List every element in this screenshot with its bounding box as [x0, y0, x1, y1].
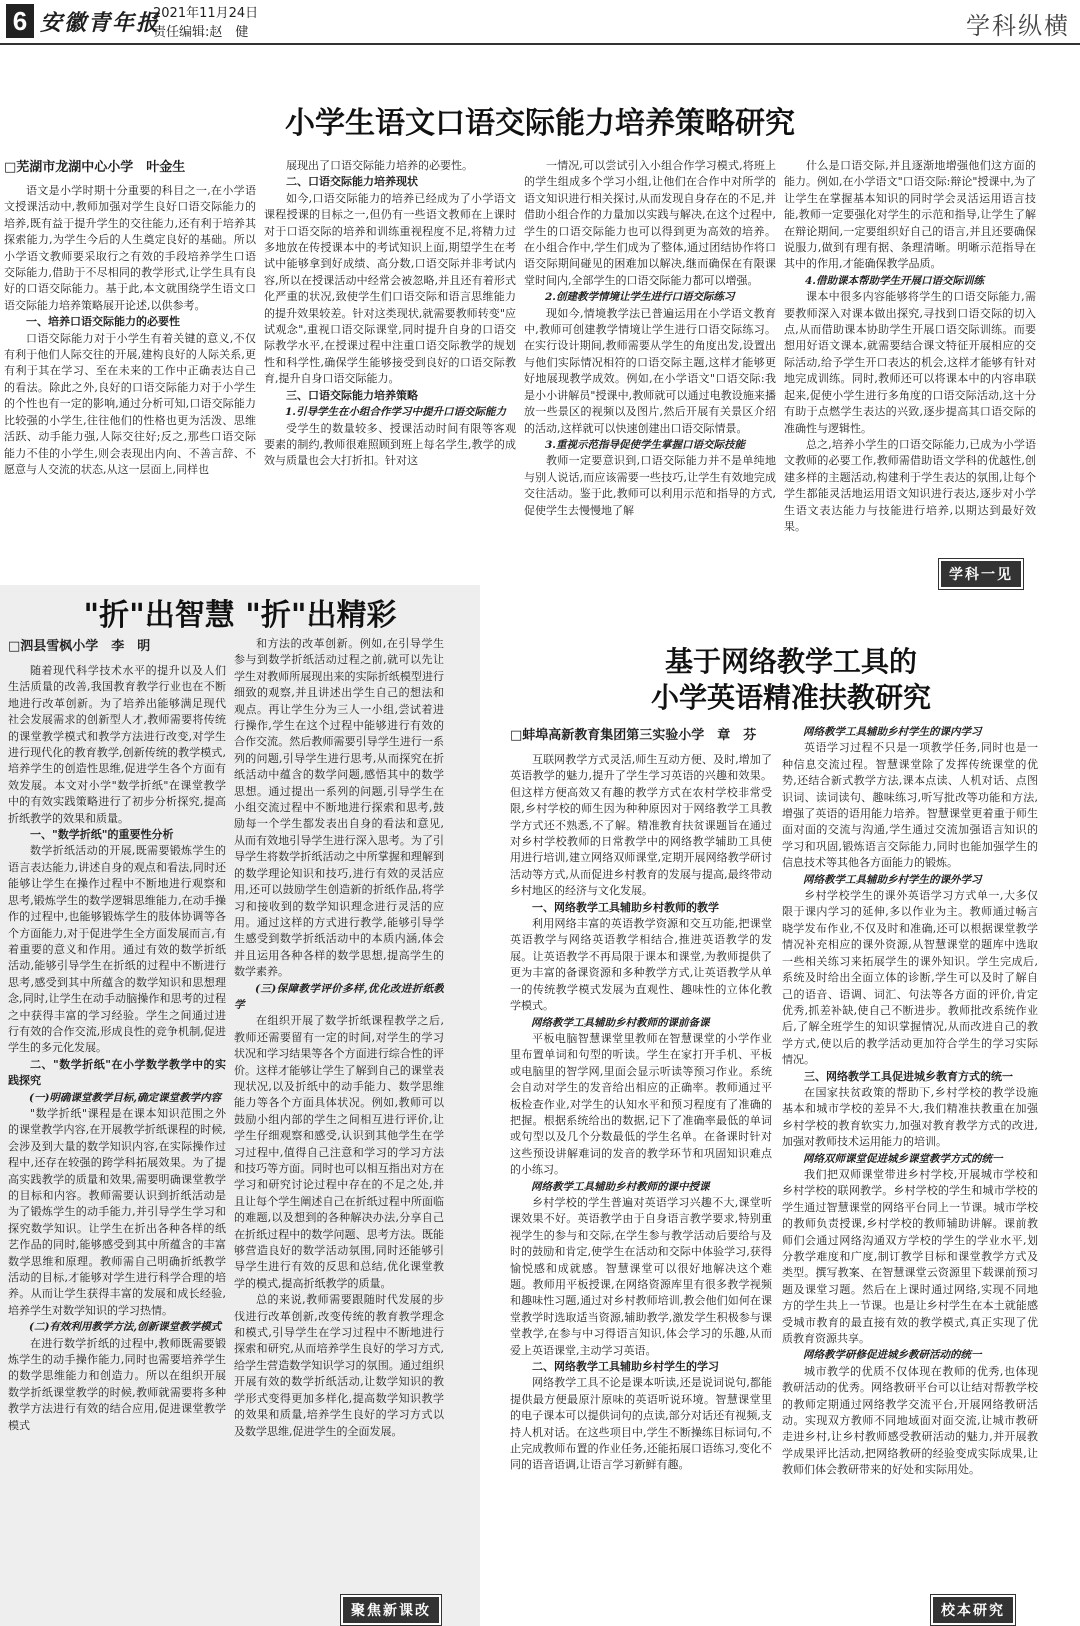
article1-column-4 [784, 158, 1036, 588]
issue-date: 2021年11月24日 [153, 6, 259, 21]
paragraph: 随着现代科学技术水平的提升以及人们生活质量的改善,我国教育教学行业也在不断地进行改革创新。为了培养出能够满足现代社会发展需求的创新型人才,教师需要将传统的课堂教学模式和教学方法进行改变,对学生进行现代化的教育教学,创新传统的教学模式,培养学生的创造性思维,促进学生各个方面有效发展。本文对小学"数学折纸"在课堂教学中的有效实践策略进行了初步分析探究,提高折纸教学的效果和质量。 [8, 664, 226, 825]
paragraph: 什么是口语交际,并且逐渐地增强他们这方面的能力。例如,在小学语文"口语交际:辩论"授课中,为了让学生在掌握基本知识的同时学会灵活运用语言技能,教师一定要强化对学生的示范和指导,让学生了解在辩论期间,一定要组织好自己的语言,并且还要确保说服力,做到有理有据、条理清晰。明晰示范指导在其中的作用,才能确保教学品质。 [784, 159, 1036, 271]
header-rule [0, 43, 1080, 45]
paragraph: 教师一定要意识到,口语交际能力并不是单纯地与别人说话,而应该需要一些技巧,让学生有效地完成交往活动。鉴于此,教师可以利用示范和指导的方式,促使学生去慢慢地了解 [524, 454, 776, 517]
article3-title-line-1: 基于网络教学工具的 [664, 645, 917, 678]
article3-column-tag [930, 1594, 1016, 1626]
paragraph: 在进行数学折纸的过程中,教师既需要锻炼学生的动手操作能力,同时也需要培养学生的数学思维能力和创造力。所以在组织开展数学折纸课堂教学的时候,教师就需要将多种教学方法进行有效的结合应用,促进课堂教学模式 [8, 1336, 226, 1432]
article2-column-1 [8, 663, 226, 1623]
subheading: 网络双师课堂促进城乡课堂教学方式的统一 [803, 1152, 1003, 1165]
article3-title-line-2: 小学英语精准扶教研究 [650, 681, 931, 714]
article1-title: 小学生语文口语交际能力培养策略研究 [285, 106, 795, 141]
article2-column-tag [340, 1594, 442, 1626]
subheading: 1.引导学生在小组合作学习中提升口语交际能力 [285, 406, 506, 419]
section-name: 学科纵横 [966, 12, 1070, 40]
subheading: 一、网络教学工具辅助乡村教师的教学 [532, 900, 719, 914]
paragraph: 互联网教学方式灵活,师生互动方便、及时,增加了英语教学的魅力,提升了学生学习英语的兴趣和效果。但这样方便高效又有趣的教学方式在农村学校非常受限,乡村学校的师生因为种种原因对于网络教学工具教学方式还不熟悉,不了解。精准教育扶贫课题旨在通过对乡村学校教师的日常教学中的网络教学辅助工具使用进行培训,建立网络双师课堂,定期开展网络教学研讨活动等方式,从而促进乡村教育的发展与提高,最终带动乡村地区的经济与文化发展。 [510, 753, 772, 898]
paragraph: 口语交际能力对于小学生有着关键的意义,不仅有利于他们人际交往的开展,建构良好的人际关系,更有利于其在学习、至在未来的工作中正确表达自己的看法。除此之外,良好的口语交际能力对于小学生的个性也有一定的影响,通过分析可知,口语交际能力比较强的小学生,往往他们的性格也更为活泼、思维活跃、动手能力强,人际交往好;反之,那些口语交际能力不佳的小学生,则会表现出内向、不善言辞、不愿意与人交流的状态,从这一层面上,同样也 [4, 331, 256, 476]
paragraph: 总的来说,教师需要跟随时代发展的步伐进行改革创新,改变传统的教育教学理念和模式,引导学生在学习过程中不断地进行探索和研究,从而培养学生良好的学习方式,给学生营造数学知识学习的氛围。通过组织开展有效的数学折纸活动,让数学知识的教学形式变得更加多样化,提高数学知识教学的效果和质量,培养学生良好的学习方式以及数学思维,促进学生的全面发展。 [234, 1293, 444, 1438]
article2-byline: □泗县雪枫小学 李 明 [8, 639, 151, 654]
subheading: 网络教学工具辅助乡村教师的课前备课 [531, 1016, 710, 1029]
subheading: 三、口语交际能力培养策略 [286, 388, 418, 402]
subheading: 三、网络教学工具促进城乡教育方式的统一 [804, 1069, 1013, 1083]
article3-byline: □蚌埠高新教育集团第三实验小学 章 芬 [510, 728, 757, 743]
paragraph: 和方法的改革创新。例如,在引导学生参与到数学折纸活动过程之前,就可以先让学生对教师所展现出来的实际折纸模型进行细致的观察,并且讲述出学生自己的想法和观点。再让学生分为三人一小组,尝试着进行操作,学生在这个过程中能够进行有效的合作交流。然后教师需要引导学生进行一系列的问题,引导学生进行思考,从而探究在折纸活动中蕴含的数学问题,感悟其中的数学思想。通过提出一系列的问题,引导学生在小组交流过程中不断地进行探索和思考,鼓励每一个学生都发表出自身的看法和意见,从而有效地引导学生进行深入思考。为了引导学生将数学折纸活动之中所掌握和理解到的数学理论知识和技巧,进行有效的灵活应用,还可以鼓励学生创造新的折纸作品,将学习和接收到的数学知识理念进行灵活的应用。通过这样的方式进行教学,能够引导学生感受到数学折纸活动中的本质内涵,体会并且运用各种各样的数学思想,提高学生的数学素养。 [234, 637, 444, 979]
subheading: 网络教学工具辅助乡村学生的课内学习 [803, 726, 982, 738]
paragraph: 乡村学校的学生普遍对英语学习兴趣不大,课堂听课效果不好。英语教学由于自身语言教学要求,特别重视学生的参与和交际,在学生参与教学活动后要给与及时的鼓励和肯定,使学生在活动和交际中体验学习,获得愉悦感和成就感。智慧课堂可以很好地解决这个难题。教师用平板授课,在网络资源库里有很多教学视频和趣味性习题,通过对乡村教师培训,教会他们如何在课堂教学时选取适当资源,辅助教学,激发学生积极参与课堂教学,在参与中习得语言知识,体会学习的乐趣,从而爱上英语课堂,主动学习英语。 [510, 1195, 772, 1357]
paragraph: 现如今,情境教学法已普遍运用在小学语文教育中,教师可创建教学情境让学生进行口语交际练习。在实行设计期间,教师需要从学生的角度出发,设置出与他们实际情况相符的口语交际主题,这样才能够更好地展现教学成效。例如,在小学语文"口语交际:我是小小讲解员"授课中,教师就可以通过电教设施来播放一些景区的视频以及图片,然后开展有关景区介绍的活动,这样就可以快速创建出口语交际情景。 [524, 306, 776, 435]
paragraph: 在国家扶贫政策的帮助下,乡村学校的教学设施基本和城市学校的差异不大,我们精准扶教重在加强乡村学校的教育软实力,加强对教育教学方式的改进,加强对教师技术运用能力的培训。 [782, 1085, 1038, 1149]
page-number: 6 [6, 4, 34, 38]
article1-byline: □芜湖市龙湖中心小学 叶金生 [4, 160, 186, 175]
article3-column-1 [510, 752, 772, 1624]
paragraph: 网络教学工具不论是课本听读,还是说词说句,都能提供最方便最原汁原味的英语听说环境。智慧课堂里的电子课本可以提供词句的点读,部分对话还有视频,支持人机对话。在这些项目中,学生不断操练目标词句,不止完成教师布置的作业任务,还能拓展口语练习,变化不同的语音语调,让语言学习新鲜有趣。 [510, 1376, 772, 1472]
subheading: (三)保障教学评价多样,优化改进折纸教学 [234, 982, 444, 1011]
subheading: (一)明确课堂教学目标,确定课堂教学内容 [29, 1091, 222, 1104]
paragraph: 在组织开展了数学折纸课程教学之后,教师还需要留有一定的时间,对学生的学习状况和学习结果等各个方面进行综合性的评价。这样才能够让学生了解到自己的课堂表现状况,以及折纸中的动手能力、数学思维能力等各个方面具体状况。例如,教师可以鼓励小组内部的学生之间相互进行评价,让学生仔细观察和感受,认识到其他学生在学习过程中,值得自己注意和学习的学习方法和技巧等方面。同时也可以相互指出对方在学习和研究讨论过程中存在的不足之处,并且让每个学生阐述自己在折纸过程中所面临的难题,以及想到的各种解决办法,分享自己在折纸过程中的数学问题、思考方法。既能够营造良好的数学活动氛围,同时还能够引导学生进行有效的反思和总结,优化课堂教学的模式,提高折纸教学的质量。 [234, 1014, 444, 1290]
paragraph: 利用网络丰富的英语教学资源和交互功能,把课堂英语教学与网络英语教学相结合,推进英语教学的发展。让英语教学不再局限于课本和课堂,为教师提供了更为丰富的备课资源和多种教学方式,让英语教学从单一的传统教学模式发展为直观性、趣味性的立体化教学模式。 [510, 917, 772, 1013]
subheading: 二、网络教学工具辅助乡村学生的学习 [532, 1360, 719, 1374]
paragraph: "数学折纸"课程是在课本知识范围之外的课堂教学内容,在开展教学折纸课程的时候,会涉及到大量的数学知识内容,在实际操作过程中,还存在较强的跨学科拓展效果。为了提高实践教学的质量和效果,需要明确课堂教学的目标和内容。教师需要认识到折纸活动是为了锻炼学生的动手能力,并引导学生学习和探究数学知识。让学生在折出各种各样的纸艺作品的同时,能够感受到其中所蕴含的丰富数学思维和原理。教师需自己明确折纸教学活动的目标,才能够对学生进行科学合理的培养。从而让学生获得丰富的发展和成长经验,培养学生对数学知识的学习热情。 [8, 1106, 226, 1317]
paragraph: 如今,口语交际能力的培养已经成为了小学语文课程授课的目标之一,但仍有一些语文教师在上课时对于口语交际的培养和训练重视程度不足,将精力过多地放在传授课本中的考试知识上面,期望学生在考试中能够拿到好成绩、高分数,口语交际并非考试内容,所以在授课活动中经常会被忽略,并且还有着形式化严重的状况,致使学生们口语交际和语言思维能力的提升效果较差。针对这类现状,就需要教师转变"应试观念",重视口语交际课堂,同时提升自身的口语交际教学水平,在授课过程中注重口语交际教学的规划性和科学性,确保学生能够接受到良好的口语交际教育,提升自身口语交际能力。 [264, 191, 516, 386]
subheading: 网络教学工具辅助乡村学生的课外学习 [803, 873, 982, 886]
paragraph: 数学折纸活动的开展,既需要锻炼学生的语言表达能力,讲述自身的观点和看法,同时还能够让学生在操作过程中不断地进行观察和思考,锻炼学生的数学逻辑思维能力,在动手操作的过程中,也能够锻炼学生的肢体协调等各个方面能力,对于促进学生全方面发展而言,有着重要的意义和作用。通过有效的数学折纸活动,能够引导学生在折纸的过程中不断进行思考,感受到其中所蕴含的数学知识和思想理念,同时,让学生在动手动脑操作和思考的过程之中获得丰富的学习经验。学生之间通过进行有效的合作交流,形成良性的竞争机制,促进学生的多元化发展。 [8, 844, 226, 1055]
paragraph: 总之,培养小学生的口语交际能力,已成为小学语文教师的必要工作,教师需借助语文学科的优越性,创建多样的主题活动,构建利于学生表达的氛围,让每个学生都能灵活地运用语文知识进行表达,逐步对小学生语文表达能力与技能进行培养,以期达到最好效果。 [784, 437, 1036, 533]
paragraph: 平板电脑智慧课堂里教师在智慧课堂的小学作业里布置单词和句型的听读。学生在家打开手机、平板或电脑里的智学网,里面会显示听读等预习作业。系统会自动对学生的发音给出相应的正确率。教师通过平板检查作业,对学生的认知水平和预习程度有了准确的把握。根据系统给出的数据,记下了准确率最低的单词或句型以及几个分数最低的学生名单。在备课时针对这些预设讲解难词的发音的教学环节和巩固知识难点的小练习。 [510, 1031, 772, 1177]
paragraph: 语文是小学时期十分重要的科目之一,在小学语文授课活动中,教师加强对学生良好口语交际能力的培养,既有益于提升学生的交往能力,还有利于培养其探索能力,为学生今后的人生奠定良好的基础。所以小学语文教师要采取行之有效的手段培养学生口语交际能力,借助于不尽相同的教学形式,让学生具有良好的口语交际能力。基于此,本文就围绕学生语文口语交际能力培养策略展开论述,以供参考。 [4, 184, 256, 312]
paragraph: 乡村学校学生的课外英语学习方式单一,大多仅限于课内学习的延伸,多以作业为主。教师通过畅言晓学发布作业,不仅及时和准确,还可以根据课堂教学情况补充相应的课外资源,从智慧课堂的题库中选取一些相关练习来拓展学生的课外知识。学生完成后,系统及时给出全面立体的诊断,学生可以及时了解自己的语音、语调、词汇、句法等各方面的评价,肯定优秀,抓差补缺,使自己不断进步。教师批改系统作业后,了解全班学生的知识掌握情况,从而改进自己的教学方式,使以后的教学活动更加符合学生的学习实际情况。 [782, 889, 1038, 1067]
article2-title: "折"出智慧 "折"出精彩 [83, 598, 397, 633]
subheading: (二)有效利用教学方法,创新课堂教学模式 [29, 1321, 222, 1334]
paragraph: 展现出了口语交际能力培养的必要性。 [286, 159, 473, 172]
subheading: 二、"数学折纸"在小学数学教学中的实践探究 [8, 1057, 226, 1088]
paragraph: 我们把双师课堂带进乡村学校,开展城市学校和乡村学校的联网教学。乡村学校的学生和城市学校的学生通过智慧课堂的网络平台同上一节课。城市学校的教师负责授课,乡村学校的教师辅助讲解。课前教师们会通过网络沟通双方学校的学生的学业水平,划分教学难度和广度,制订教学目标和课堂教学方式及类型。撰写教案、在智慧课堂云资源里下载课前预习题及课堂习题。然后在上课时通过网络,实现不同地方的学生共上一节课。也是让乡村学生在本土就能感受城市教育的最直接有效的教学模式,真正实现了优质教育资源共享。 [782, 1167, 1038, 1346]
article3-tag-label: 校本研究 [933, 1597, 1013, 1623]
article2-column-2 [234, 636, 444, 1621]
subheading: 二、口语交际能力培养现状 [286, 175, 418, 189]
subheading: 网络教学研修促进城乡教研活动的统一 [803, 1349, 982, 1362]
paragraph: 受学生的数量较多、授课活动时间有限等客观要素的制约,教师很难照顾到班上每名学生,教学的成效与质量也会大打折扣。针对这 [264, 421, 516, 468]
paper-name: 安徽青年报 [40, 10, 161, 36]
article3-column-2 [782, 724, 1038, 1596]
editor-credit: 责任编辑:赵 健 [153, 25, 249, 40]
article1-column-1 [4, 183, 256, 563]
article2-tag-label: 聚焦新课改 [343, 1597, 439, 1623]
article1-column-2 [264, 158, 516, 563]
article1-tag-label: 学科一见 [941, 561, 1021, 587]
subheading: 一、"数学折纸"的重要性分析 [30, 828, 174, 842]
subheading: 2.创建教学情境让学生进行口语交际练习 [545, 291, 735, 304]
subheading: 3.重视示范指导促使学生掌握口语交际技能 [545, 438, 745, 451]
paragraph: 城市教学的优质不仅体现在教师的优秀,也体现教研活动的优秀。网络教研平台可以让结对帮教学校的教师定期通过网络教学交流平台,开展网络教研活动。实现双方教师不同地域面对面交流,让城市教研走进乡村,让乡村教师感受教研活动的魅力,并开展教学成果评比活动,把网络教研的经验变成实际成果,让教师们体会教研带来的好处和实际用处。 [782, 1364, 1038, 1477]
subheading: 一、培养口语交际能力的必要性 [26, 315, 180, 329]
subheading: 网络教学工具辅助乡村教师的课中授课 [531, 1180, 710, 1193]
article1-column-3 [524, 158, 776, 578]
paragraph: 课本中很多内容能够将学生的口语交际能力,需要教师深入对课本做出探究,寻找到口语交际的切入点,从而借助课本协助学生开展口语交际训练。而要想用好语文课本,就需要结合课文特征开展相应的交际活动,给予学生开口表达的机会,这样才能够有针对地完成训练。同时,教师还可以将课本中的内容串联起来,促使小学生进行多角度的口语交际活动,这十分有助于点燃学生表达的兴致,逐步提高其口语交际的准确性与逻辑性。 [784, 290, 1036, 435]
article1-column-tag [938, 558, 1024, 590]
subheading: 4.借助课本帮助学生开展口语交际训练 [805, 274, 984, 287]
paragraph: 一情况,可以尝试引入小组合作学习模式,将班上的学生组成多个学习小组,让他们在合作中对所学的语文知识进行相关探讨,从而发现自身存在的不足,并借助小组合作的力量加以实践与解决,在这个过程中,学生的口语交际能力也可以得到更为高效的培养。在小组合作中,学生们成为了整体,通过团结协作将口语交际期间碰见的困难加以解决,继而确保在有限课堂时间内,全部学生的口语交际能力都可以增强。 [524, 159, 776, 287]
paragraph: 英语学习过程不只是一项教学任务,同时也是一种信息交流过程。智慧课堂除了发挥传统课堂的优势,还结合新式教学方法,课本点读、人机对话、点图识词、读词读句、趣味练习,听写批改等功能和方法,增强了英语的语用能力培养。智慧课堂更着重于师生面对面的交流与沟通,学生通过交流加强语言知识的学习和巩固,锻炼语言交际能力,同时也能加强学生的信息技术等其他各方面能力的锻炼。 [782, 741, 1038, 870]
